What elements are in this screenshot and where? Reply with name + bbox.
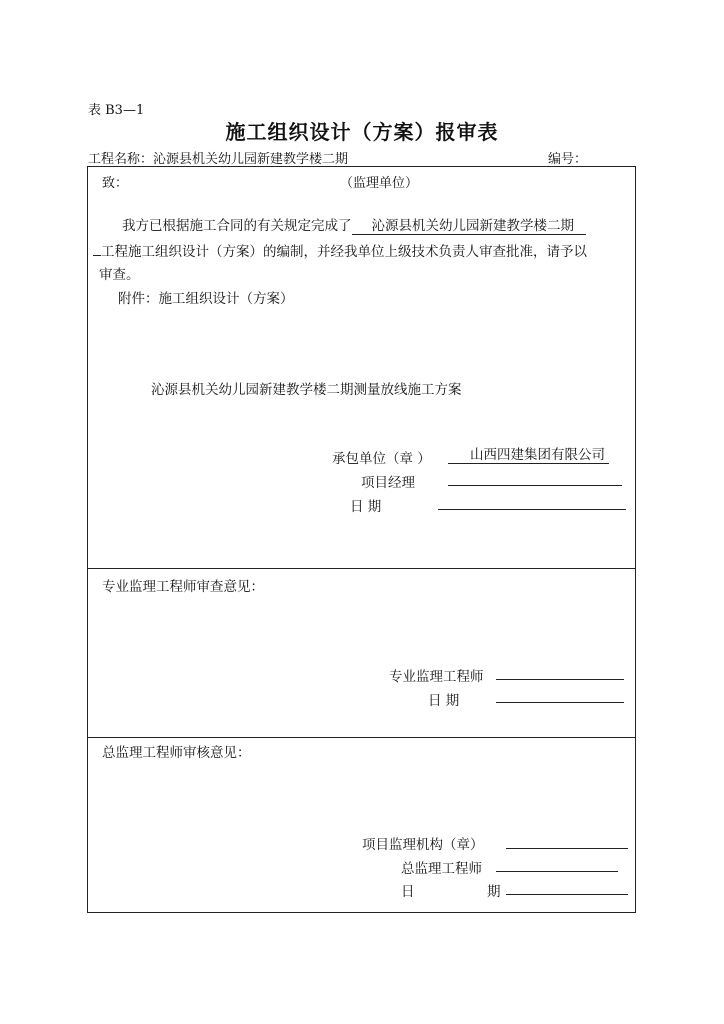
contractor-name: 山西四建集团有限公司: [448, 448, 609, 464]
date-line-2: [496, 702, 624, 703]
date-label-3-period: 期: [487, 884, 501, 900]
paragraph-line-2-lead-blank: [93, 255, 101, 256]
chief-review-heading: 总监理工程师审核意见：: [102, 745, 251, 761]
row-divider-1: [88, 568, 635, 569]
plan-name: 沁源县机关幼儿园新建教学楼二期测量放线施工方案: [151, 382, 462, 398]
chief-engineer-signature-line: [496, 871, 618, 872]
project-name: 沁源县机关幼儿园新建教学楼二期: [153, 152, 349, 167]
paragraph-line-2: [93, 240, 587, 260]
review-form-table: [87, 166, 636, 913]
paragraph-line-2-text: 工程施工组织设计（方案）的编制，并经我单位上级技术负责人审查批准，请予以: [101, 244, 587, 260]
attachment-label: 附件：施工组织设计（方案）: [118, 291, 294, 307]
date-label-3-day: 日: [401, 884, 415, 900]
supervision-org-line: [506, 848, 628, 849]
date-label-2: 日 期: [428, 693, 460, 709]
date-label-1: 日 期: [350, 499, 382, 515]
specialist-engineer-signature-line: [496, 679, 624, 680]
paragraph-line-3: 审查。: [99, 267, 140, 283]
paragraph-line-1: [122, 214, 586, 235]
pm-label: 项目经理: [361, 475, 415, 491]
paragraph-prefix: 我方已根据施工合同的有关规定完成了: [122, 218, 352, 234]
page-title: 施工组织设计（方案）报审表: [225, 120, 499, 144]
number-label: 编号：: [548, 152, 588, 167]
row-divider-2: [88, 737, 635, 738]
supervision-org-label: 项目监理机构（章）: [362, 837, 484, 853]
paragraph-project-name: 沁源县机关幼儿园新建教学楼二期: [352, 219, 587, 235]
contractor-name-field: [448, 447, 609, 464]
to-label: 致：: [102, 176, 129, 191]
date-line-3: [506, 894, 628, 895]
specialist-review-heading: 专业监理工程师审查意见：: [102, 579, 264, 595]
date-line-1: [438, 509, 626, 510]
form-code: 表 B3—1: [88, 103, 145, 118]
supervisor-unit: （监理单位）: [340, 176, 419, 191]
project-name-line: [88, 148, 348, 167]
project-label: 工程名称：: [88, 152, 154, 167]
specialist-engineer-label: 专业监理工程师: [389, 669, 484, 685]
chief-engineer-label: 总监理工程师: [401, 861, 482, 877]
pm-signature-line: [448, 485, 622, 486]
contractor-label: 承包单位（章 ）: [332, 451, 431, 467]
